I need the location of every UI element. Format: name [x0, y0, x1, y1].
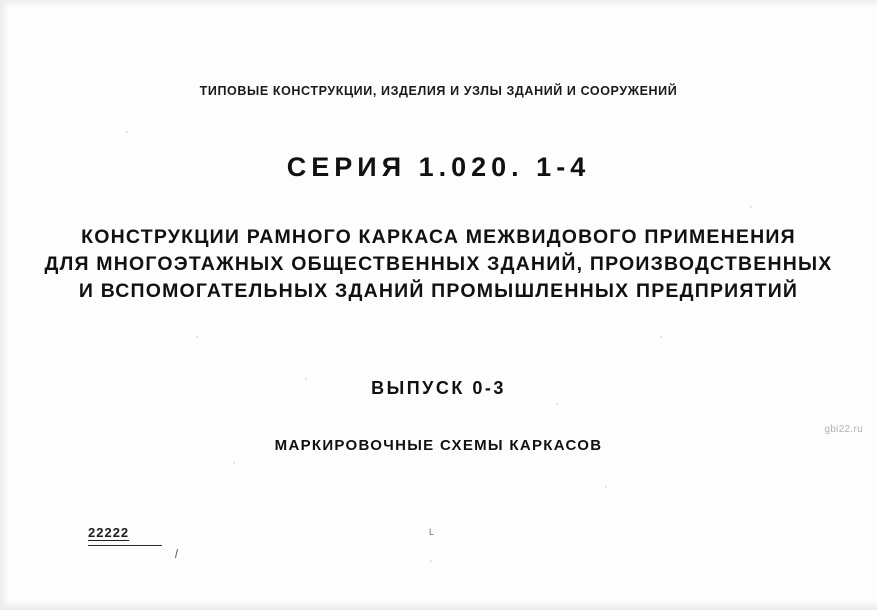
page-edge-shade-top	[0, 0, 877, 8]
main-title-line-3: И ВСПОМОГАТЕЛЬНЫХ ЗДАНИЙ ПРОМЫШЛЕННЫХ ПРЕДПРИЯТИЙ	[78, 280, 799, 302]
document-subtitle: МАРКИРОВОЧНЫЕ СХЕМЫ КАРКАСОВ	[274, 437, 603, 454]
series-title: СЕРИЯ 1.020. 1-4	[286, 152, 591, 182]
center-mark: L	[429, 527, 435, 537]
paper-speck	[233, 462, 235, 464]
paper-speck	[126, 131, 128, 133]
watermark: gbi22.ru	[824, 424, 863, 435]
paper-speck	[605, 486, 607, 488]
paper-speck	[556, 403, 558, 405]
stamp-number: 22222	[88, 525, 130, 540]
paper-speck	[750, 206, 752, 208]
paper-speck	[196, 336, 198, 338]
paper-speck	[430, 560, 432, 562]
main-title	[0, 224, 877, 305]
issue-label: ВЫПУСК 0-3	[371, 378, 506, 398]
stamp-tick-mark	[175, 549, 178, 558]
main-title-line-2: ДЛЯ МНОГОЭТАЖНЫХ ОБЩЕСТВЕННЫХ ЗДАНИЙ, ПРОИЗВОДСТВЕННЫХ	[44, 253, 833, 275]
paper-speck	[660, 336, 662, 338]
main-title-line-1: КОНСТРУКЦИИ РАМНОГО КАРКАСА МЕЖВИДОВОГО ПРИМЕНЕНИЯ	[81, 226, 796, 248]
document-header-line: ТИПОВЫЕ КОНСТРУКЦИИ, ИЗДЕЛИЯ И УЗЛЫ ЗДАНИЙ И СООРУЖЕНИЙ	[199, 84, 678, 98]
stamp-underline	[88, 545, 162, 546]
page-edge-shade-bottom	[0, 600, 877, 610]
